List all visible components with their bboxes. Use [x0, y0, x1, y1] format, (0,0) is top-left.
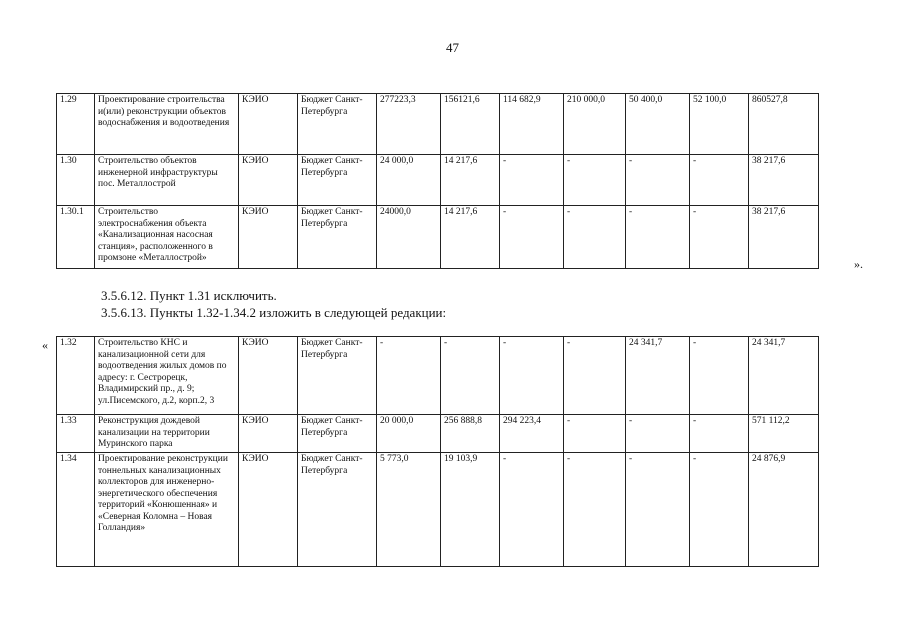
- row-value-4: -: [564, 415, 626, 453]
- row-value-2: -: [441, 337, 500, 415]
- opening-quote-mark: «: [42, 338, 48, 352]
- row-value-5: -: [626, 155, 690, 206]
- row-funding-source: Бюджет Санкт-Петербурга: [298, 337, 377, 415]
- paragraph-exclude-item: 3.5.6.12. Пункт 1.31 исключить.: [101, 288, 277, 303]
- program-table-part-2: [56, 336, 819, 567]
- row-activity-name: Проектирование строительства и(или) реконструкции объектов водоснабжения и водоотведения: [95, 94, 239, 155]
- row-executor: КЭИО: [239, 415, 298, 453]
- row-executor: КЭИО: [239, 206, 298, 269]
- row-value-3: -: [500, 206, 564, 269]
- row-funding-source: Бюджет Санкт-Петербурга: [298, 206, 377, 269]
- row-value-2: 156121,6: [441, 94, 500, 155]
- table-row: [57, 337, 819, 415]
- row-value-1: -: [377, 337, 441, 415]
- row-activity-name: Реконструкция дождевой канализации на территории Муринского парка: [95, 415, 239, 453]
- row-value-3: -: [500, 453, 564, 567]
- row-value-2: 19 103,9: [441, 453, 500, 567]
- row-activity-name: Строительство электроснабжения объекта «Канализационная насосная станция», расположенного в промзоне «Металлострой»: [95, 206, 239, 269]
- row-funding-source: Бюджет Санкт-Петербурга: [298, 453, 377, 567]
- row-number: 1.29: [57, 94, 95, 155]
- row-executor: КЭИО: [239, 94, 298, 155]
- row-total: 24 876,9: [749, 453, 819, 567]
- row-value-1: 24 000,0: [377, 155, 441, 206]
- row-value-1: 5 773,0: [377, 453, 441, 567]
- row-value-2: 14 217,6: [441, 155, 500, 206]
- row-value-6: 52 100,0: [690, 94, 749, 155]
- table-row: [57, 453, 819, 567]
- row-total: 38 217,6: [749, 155, 819, 206]
- row-value-6: -: [690, 453, 749, 567]
- closing-quote-mark: ».: [854, 257, 863, 271]
- row-value-5: 50 400,0: [626, 94, 690, 155]
- row-number: 1.30: [57, 155, 95, 206]
- row-value-3: -: [500, 155, 564, 206]
- paragraph-new-wording: 3.5.6.13. Пункты 1.32-1.34.2 изложить в следующей редакции:: [101, 305, 447, 320]
- row-value-1: 24000,0: [377, 206, 441, 269]
- row-executor: КЭИО: [239, 155, 298, 206]
- row-funding-source: Бюджет Санкт-Петербурга: [298, 155, 377, 206]
- row-number: 1.33: [57, 415, 95, 453]
- row-activity-name: Строительство объектов инженерной инфраструктуры пос. Металлострой: [95, 155, 239, 206]
- row-value-3: 294 223,4: [500, 415, 564, 453]
- row-value-6: -: [690, 337, 749, 415]
- row-executor: КЭИО: [239, 453, 298, 567]
- table-row: [57, 415, 819, 453]
- row-number: 1.32: [57, 337, 95, 415]
- row-value-3: -: [500, 337, 564, 415]
- row-activity-name: Строительство КНС и канализационной сети для водоотведения жилых домов по адресу: г. Сестрорецк, Владимирский пр., д. 9; ул.Писемского, д.2, корп.2, 3: [95, 337, 239, 415]
- program-table-part-1: [56, 93, 819, 269]
- row-value-3: 114 682,9: [500, 94, 564, 155]
- page-number: 47: [446, 40, 459, 55]
- row-funding-source: Бюджет Санкт-Петербурга: [298, 415, 377, 453]
- row-value-4: -: [564, 206, 626, 269]
- table-row: [57, 94, 819, 155]
- row-value-4: -: [564, 337, 626, 415]
- row-value-5: -: [626, 206, 690, 269]
- row-total: 38 217,6: [749, 206, 819, 269]
- row-total: 860527,8: [749, 94, 819, 155]
- row-value-4: -: [564, 453, 626, 567]
- row-number: 1.34: [57, 453, 95, 567]
- row-value-5: -: [626, 415, 690, 453]
- row-value-1: 277223,3: [377, 94, 441, 155]
- row-value-5: -: [626, 453, 690, 567]
- row-number: 1.30.1: [57, 206, 95, 269]
- row-value-6: -: [690, 206, 749, 269]
- table-row: [57, 155, 819, 206]
- row-value-4: -: [564, 155, 626, 206]
- row-value-4: 210 000,0: [564, 94, 626, 155]
- row-activity-name: Проектирование реконструкции тоннельных канализационных коллекторов для инженерно-энергетического обеспечения территорий «Конюшенная» и «Северная Коломна – Новая Голландия»: [95, 453, 239, 567]
- table-row: [57, 206, 819, 269]
- row-value-2: 256 888,8: [441, 415, 500, 453]
- row-total: 571 112,2: [749, 415, 819, 453]
- row-funding-source: Бюджет Санкт-Петербурга: [298, 94, 377, 155]
- row-value-1: 20 000,0: [377, 415, 441, 453]
- row-value-6: -: [690, 415, 749, 453]
- row-value-2: 14 217,6: [441, 206, 500, 269]
- row-total: 24 341,7: [749, 337, 819, 415]
- row-value-5: 24 341,7: [626, 337, 690, 415]
- row-value-6: -: [690, 155, 749, 206]
- row-executor: КЭИО: [239, 337, 298, 415]
